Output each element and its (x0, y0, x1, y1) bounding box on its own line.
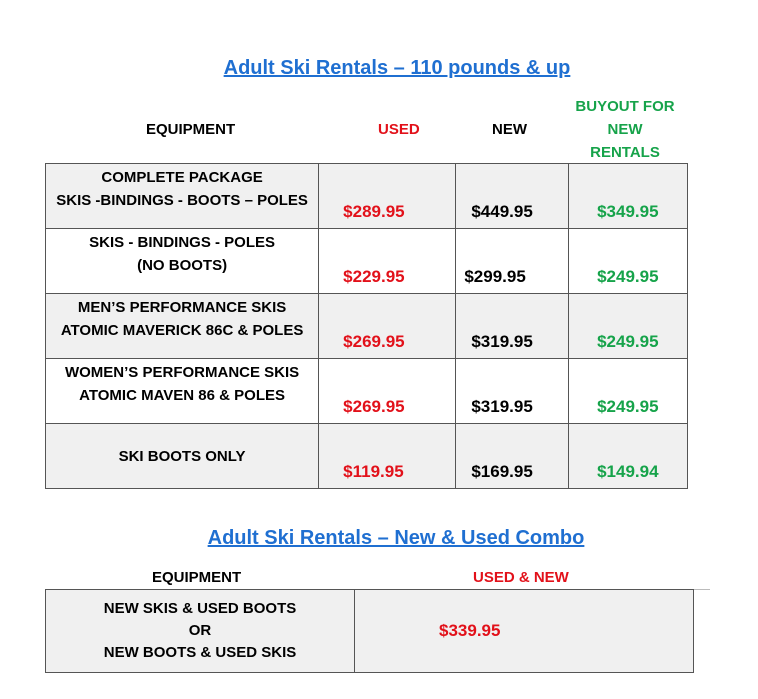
new-price: $299.95 (456, 229, 568, 294)
table-row (46, 229, 688, 294)
used-price: $229.95 (319, 229, 456, 294)
new-price: $449.95 (456, 164, 568, 229)
combo-option-1: NEW SKIS & USED BOOTS (103, 600, 297, 617)
combo-price-header: USED & NEW (473, 569, 569, 586)
table-row (46, 424, 688, 489)
buyout-price: $349.95 (568, 164, 687, 229)
row-label: SKI BOOTS ONLY (118, 447, 246, 465)
used-price: $119.95 (319, 424, 456, 489)
combo-equipment-header: EQUIPMENT (152, 569, 242, 586)
row-label: MEN’S PERFORMANCE SKIS (77, 299, 287, 316)
new-price: $319.95 (456, 359, 568, 424)
combo-price: $339.95 (355, 590, 694, 673)
buyout-header: BUYOUT FOR NEW RENTALS (575, 98, 675, 161)
combo-title: Adult Ski Rentals – New & Used Combo (207, 527, 585, 549)
table-row (46, 294, 688, 359)
combo-option-2: NEW BOOTS & USED SKIS (103, 644, 297, 661)
new-header: NEW (492, 121, 527, 138)
row-sublabel: ATOMIC MAVERICK 86C & POLES (60, 322, 304, 339)
row-label: WOMEN’S PERFORMANCE SKIS (64, 364, 300, 381)
used-price: $269.95 (319, 359, 456, 424)
row-label: SKIS - BINDINGS - POLES (89, 234, 276, 251)
used-price: $269.95 (319, 294, 456, 359)
rentals-title: Adult Ski Rentals – 110 pounds & up (223, 57, 571, 79)
row-sublabel: ATOMIC MAVEN 86 & POLES (79, 387, 286, 404)
buyout-price: $249.95 (568, 359, 687, 424)
row-sublabel: SKIS -BINDINGS - BOOTS – POLES (56, 192, 308, 209)
table-row (46, 359, 688, 424)
new-price: $319.95 (456, 294, 568, 359)
row-label: COMPLETE PACKAGE (101, 169, 263, 186)
used-price: $289.95 (319, 164, 456, 229)
equipment-header: EQUIPMENT (146, 121, 236, 138)
used-header: USED (378, 121, 420, 138)
buyout-price: $149.94 (568, 424, 687, 489)
table-row (46, 590, 694, 673)
combo-table (45, 589, 694, 673)
rentals-table (45, 163, 688, 489)
combo-or: OR (188, 622, 212, 639)
row-sublabel: (NO BOOTS) (137, 257, 228, 274)
buyout-price: $249.95 (568, 229, 687, 294)
divider (694, 589, 710, 590)
buyout-price: $249.95 (568, 294, 687, 359)
new-price: $169.95 (456, 424, 568, 489)
table-row (46, 164, 688, 229)
